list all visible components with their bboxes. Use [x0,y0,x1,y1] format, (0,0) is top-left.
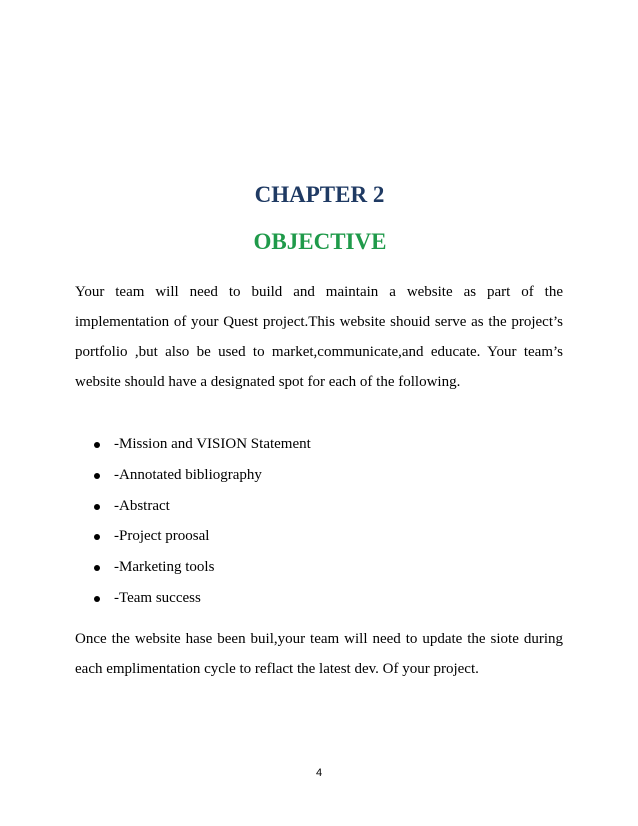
list-item-text: -Annotated bibliography [114,466,262,483]
intro-paragraph: Your team will need to build and maintain a website as part of the implementation of your Quest project.This website shouid serve as the project’s portfolio ,but also be used to market,communicate,and educate. Your team’s website should have a designated spot for each of the following. [75,284,563,390]
list-item-text: -Marketing tools [114,559,215,576]
bullet-icon [94,504,100,510]
list-item [94,552,311,583]
section-title: OBJECTIVE [253,229,387,254]
objective-list [94,429,311,614]
list-item-text: -Mission and VISION Statement [114,436,311,452]
list-item [94,583,311,614]
list-item [94,429,311,460]
list-item-text: -Team success [114,589,201,606]
closing-paragraph: Once the website hase been buil,your team will need to update the siote during each emplimentation cycle to reflact the latest dev. Of your project. [75,631,563,677]
list-item-text: -Abstract [114,497,170,514]
list-item [94,521,311,552]
chapter-heading: CHAPTER 2 [254,182,385,207]
list-item [94,460,311,491]
bullet-icon [94,534,100,540]
bullet-icon [94,442,100,448]
list-item [94,491,311,522]
page-number: 4 [315,767,323,779]
bullet-icon [94,473,100,479]
list-item-text: -Project proosal [114,528,210,545]
bullet-icon [94,565,100,571]
bullet-icon [94,596,100,602]
